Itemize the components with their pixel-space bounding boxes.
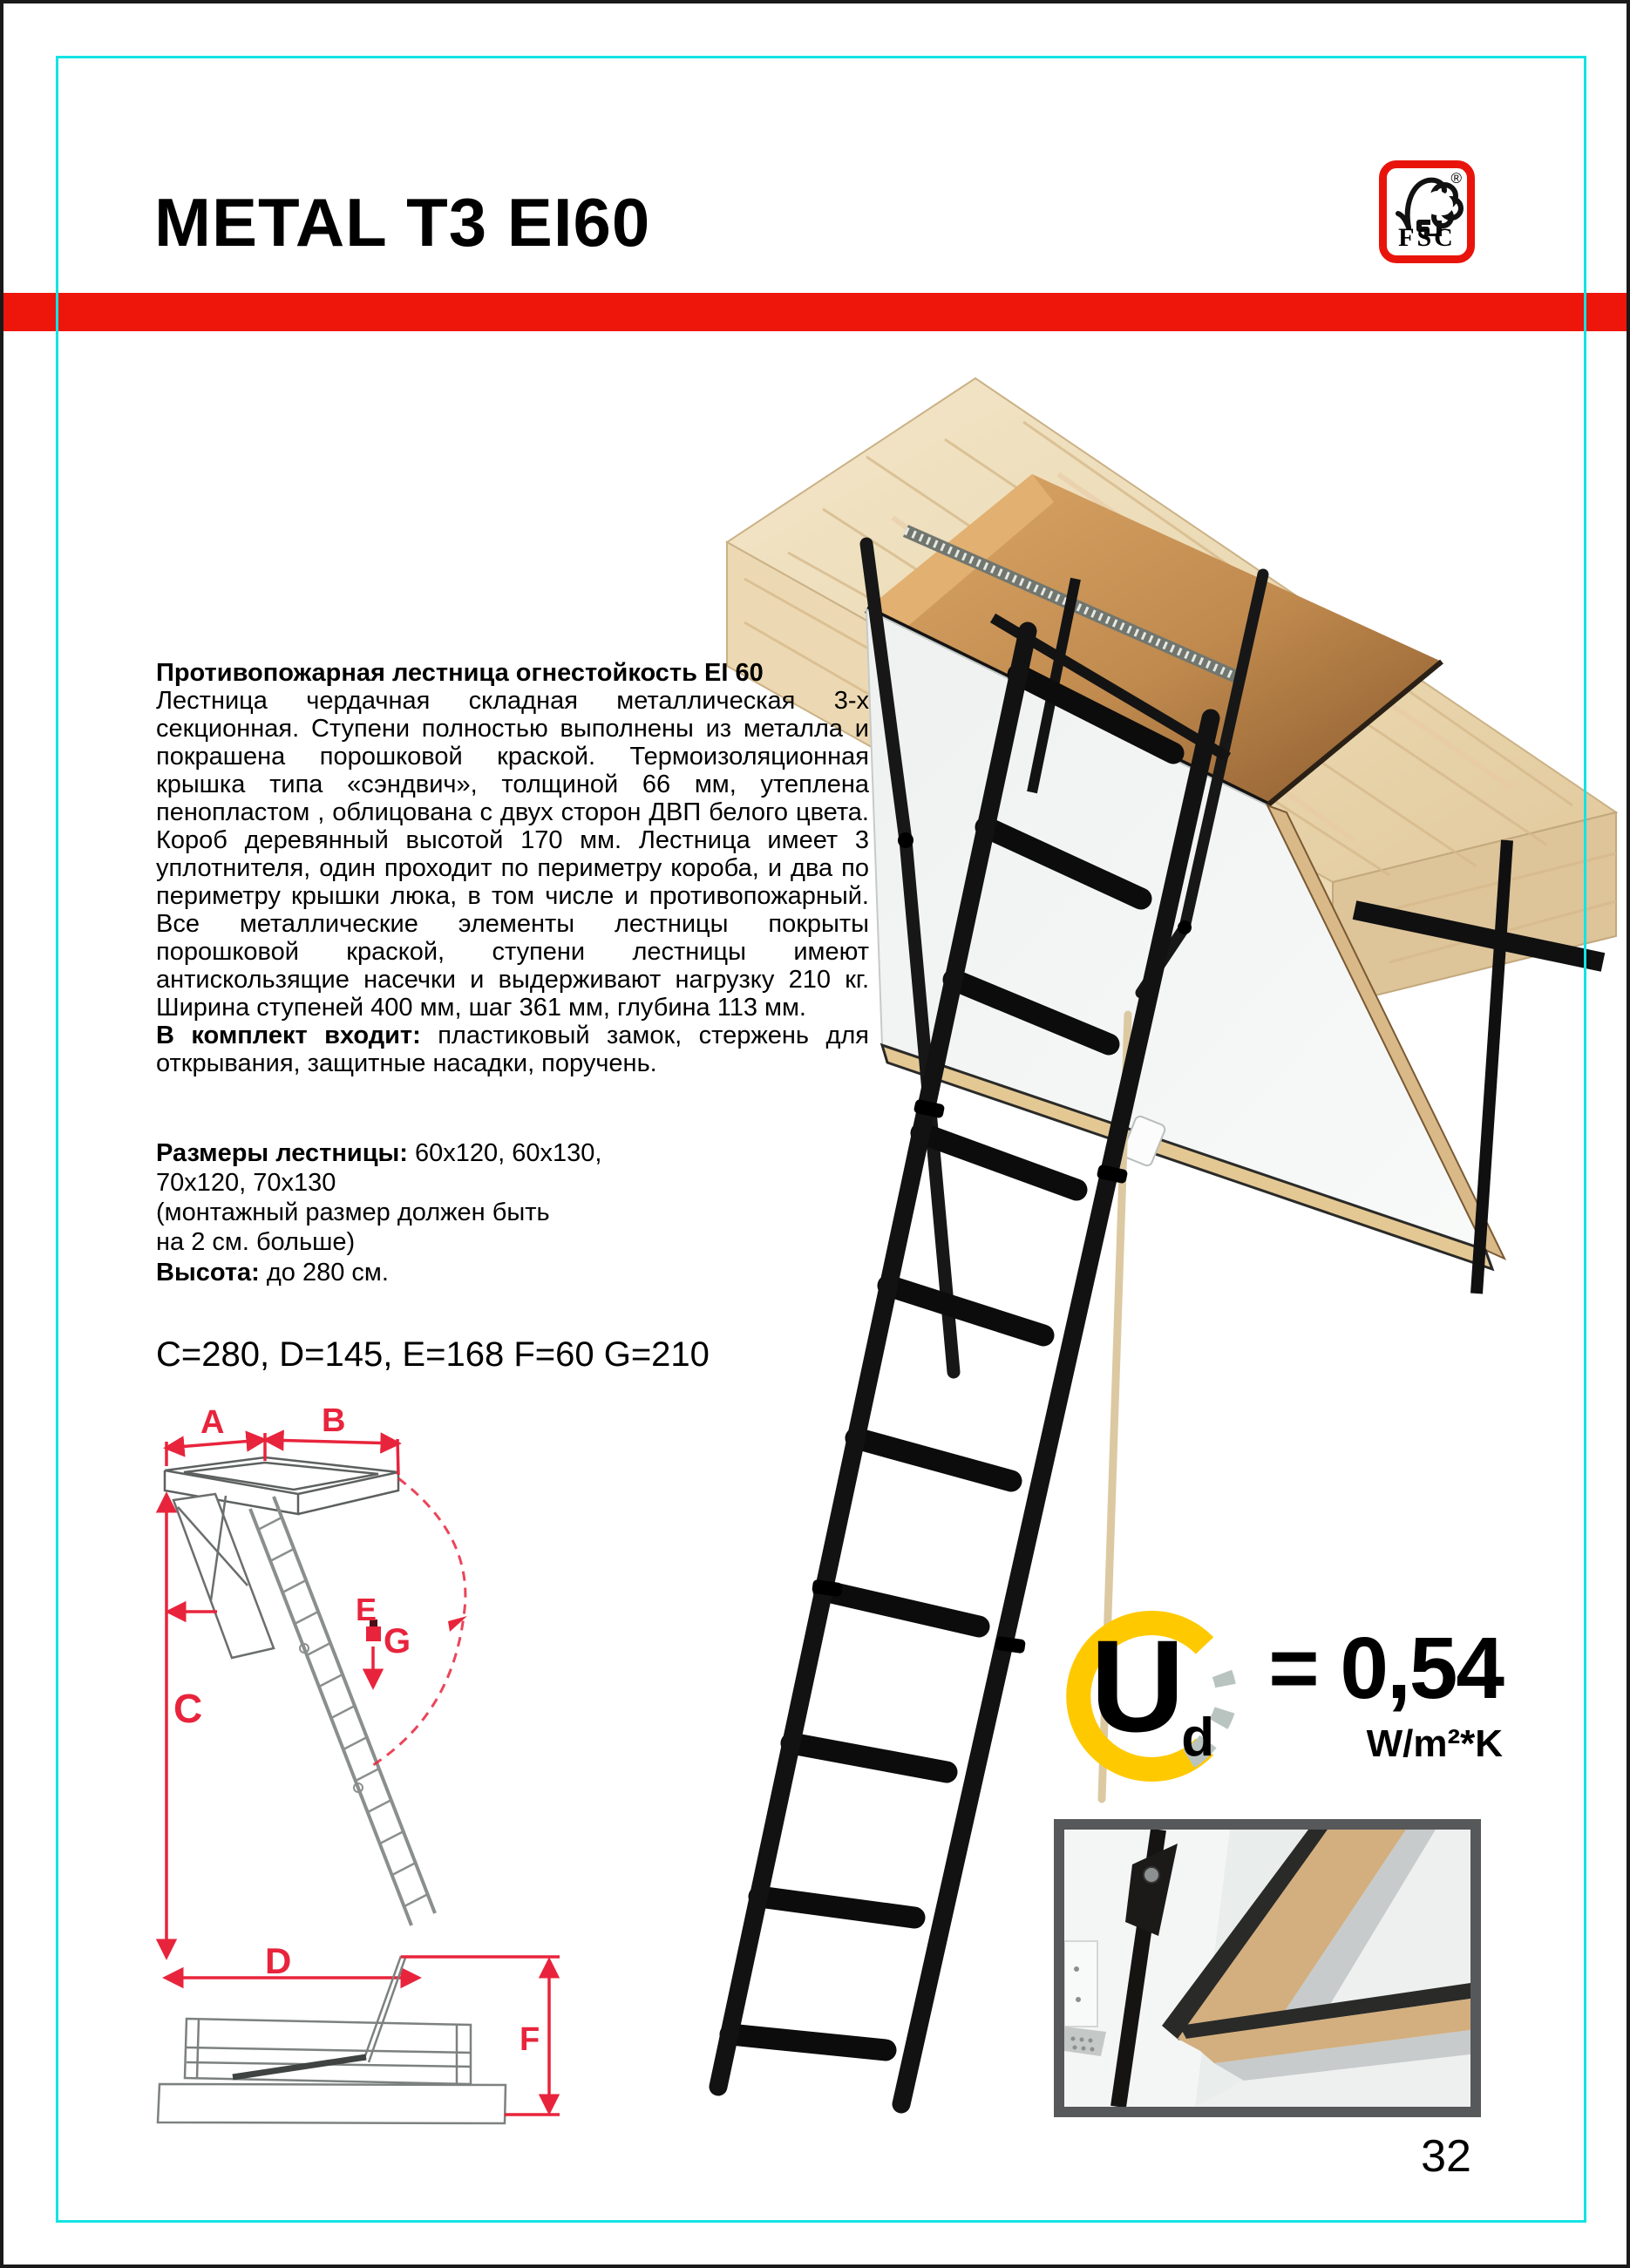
dim-label-a: A	[200, 1404, 225, 1441]
kit-text: пластиковый замок, стержень для открывания, защитные насадки, поручень.	[156, 1022, 869, 1077]
kit-label: В комплект входит:	[156, 1022, 421, 1049]
sizes-note: (монтажный размер должен быть на 2 см. больше)	[156, 1199, 550, 1256]
dim-label-g: G	[384, 1622, 411, 1660]
sizes-value: 60x120, 60x130,	[407, 1139, 602, 1167]
sizes-block	[156, 1138, 644, 1257]
registered-trademark: ®	[1450, 170, 1462, 187]
sizes-value2: 70x120, 70x130	[156, 1169, 336, 1197]
diagram-folded-ladder	[158, 1956, 506, 2123]
dimension-values-line: C=280, D=145, E=168 F=60 G=210	[156, 1335, 710, 1374]
fsc-label: FSC	[1398, 223, 1456, 252]
inset-detail-photo	[1054, 1819, 1481, 2117]
description-heading: Противопожарная лестница огнестойкость EI 60	[156, 659, 764, 687]
red-header-stripe	[3, 293, 1627, 331]
u-value: = 0,54	[1268, 1620, 1503, 1717]
technical-diagram	[143, 1398, 614, 2209]
fsc-logo	[1379, 160, 1475, 263]
u-unit: W/m²*K	[1366, 1722, 1503, 1765]
kit-line	[156, 1022, 869, 1077]
height-label: Высота:	[156, 1259, 260, 1287]
height-line	[156, 1259, 389, 1287]
dim-label-e: E	[356, 1592, 377, 1627]
dim-label-f: F	[520, 2021, 540, 2058]
sizes-label: Размеры лестницы:	[156, 1139, 408, 1167]
page-title: METAL T3 EI60	[154, 184, 651, 261]
description-block	[156, 659, 869, 1077]
diagram-door	[173, 1494, 274, 1658]
page-number: 32	[1421, 2131, 1471, 2182]
u-value-badge	[1049, 1592, 1538, 1818]
dim-label-c: C	[173, 1686, 203, 1731]
u-symbol: $U_d$	[1090, 1613, 1215, 1768]
dim-label-b: B	[322, 1402, 346, 1439]
description-body: Лестница чердачная складная металлическая 3-х секционная. Ступени полностью выполнены из металла и покрашена порошковой краской. Термоизоляционная крышка типа «сэндвич», толщиной 66 мм, утеплена пенопластом , облицована с двух сторон ДВП белого цвета. Короб деревянный высотой 170 мм. Лестница имеет 3 уплотнителя, один проходит по периметру короба, и два по периметру крышки люка, в том числе и противопожарный. Все металлические элементы лестницы покрыты порошковой краской, ступени лестницы имеют антискользящие насечки и выдерживают нагрузку 210 кг. Ширина ступеней 400 мм, шаг 361 мм, глубина 113 мм.	[156, 687, 869, 1022]
height-value: до 280 см.	[259, 1259, 389, 1287]
dim-label-d: D	[265, 1940, 292, 1981]
